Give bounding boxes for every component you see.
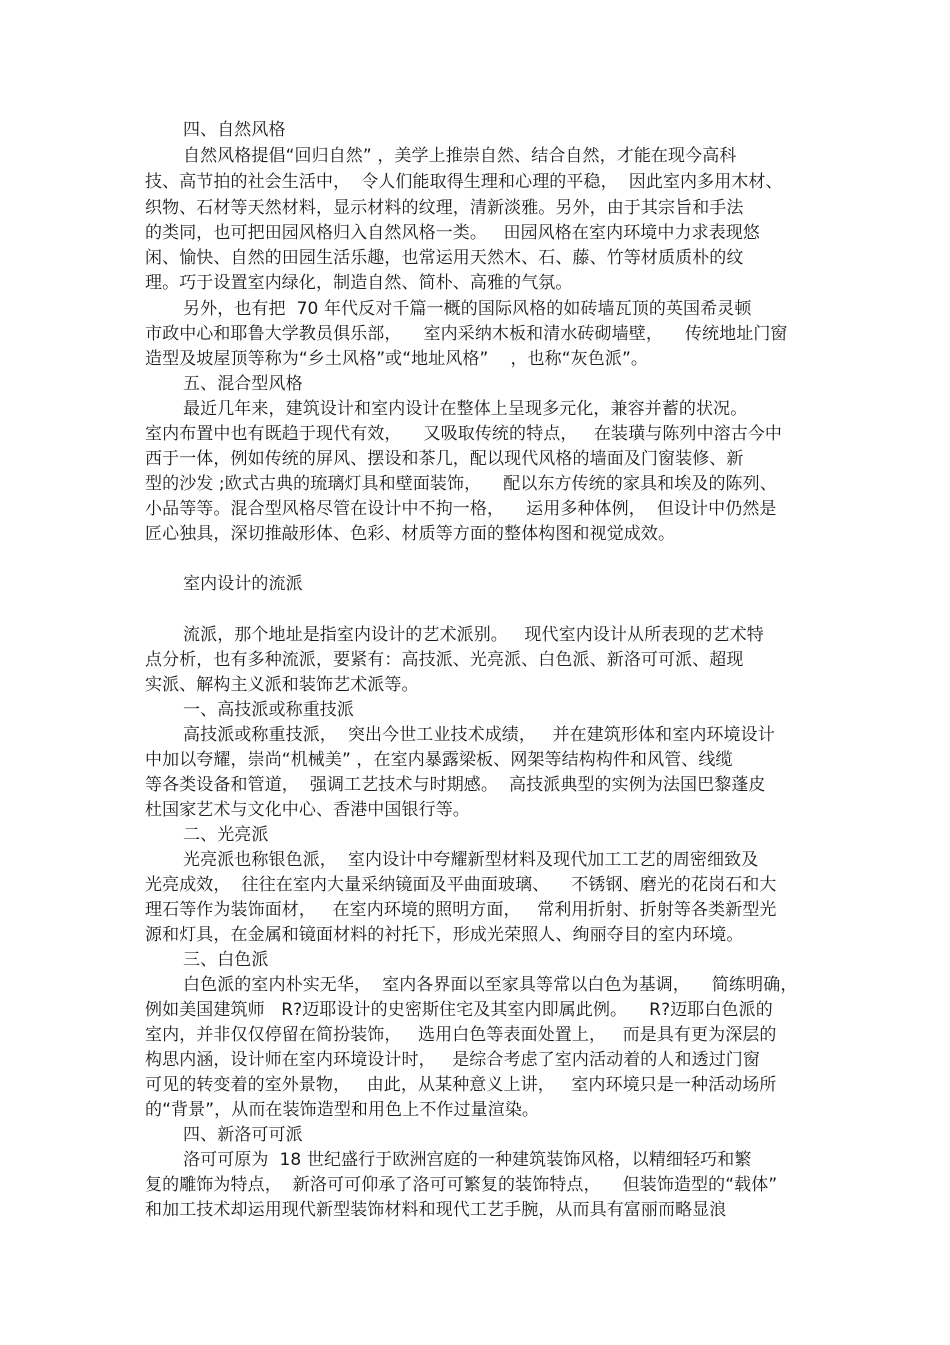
paragraph-line: 自然风格提倡“回归自然” ，美学上推崇自然、结合自然，才能在现今高科 bbox=[183, 146, 737, 166]
paragraph-line: 西于一体，例如传统的屏风、摆设和茶几，配以现代风格的墙面及门窗装修、新 bbox=[145, 449, 744, 469]
paragraph-line: 型的沙发 ;欧式古典的琉璃灯具和壁面装饰， 配以东方传统的家具和埃及的陈列、 bbox=[145, 474, 777, 494]
heading-mixed-style: 五、混合型风格 bbox=[183, 374, 303, 394]
paragraph-line: 室内布置中也有既趋于现代有效， 又吸取传统的特点， 在装璜与陈列中溶古今中 bbox=[145, 424, 783, 444]
paragraph-line: 造型及坡屋顶等称为“乡土风格”或“地址风格” ，也称“灰色派”。 bbox=[145, 349, 648, 369]
paragraph-line: 室内，并非仅仅停留在简扮装饰， 选用白色等表面处置上， 而是具有更为深层的 bbox=[145, 1025, 777, 1045]
paragraph-line: 杜国家艺术与文化中心、香港中国银行等。 bbox=[145, 800, 470, 820]
paragraph-line: 点分析，也有多种流派，要紧有：高技派、光亮派、白色派、新洛可可派、超现 bbox=[145, 650, 744, 670]
paragraph-line: 流派，那个地址是指室内设计的艺术派别。 现代室内设计从所表现的艺术特 bbox=[183, 625, 764, 645]
paragraph-line: 复的雕饰为特点， 新洛可可仰承了洛可可繁复的装饰特点， 但装饰造型的“载体” bbox=[145, 1175, 778, 1195]
paragraph-line: 市政中心和耶鲁大学教员俱乐部， 室内采纳木板和清水砖砌墙壁， 传统地址门窗 bbox=[145, 324, 788, 344]
paragraph-line: 可见的转变着的室外景物， 由此，从某种意义上讲， 室内环境只是一种活动场所 bbox=[145, 1075, 777, 1095]
paragraph-line: 和加工技术却运用现代新型装饰材料和现代工艺手腕，从而具有富丽而略显浪 bbox=[145, 1200, 727, 1220]
section-title-schools: 室内设计的流派 bbox=[183, 574, 303, 594]
paragraph-line: 闲、愉快、自然的田园生活乐趣，也常运用天然木、石、藤、竹等材质质朴的纹 bbox=[145, 248, 744, 268]
paragraph-line: 光亮成效， 往往在室内大量采纳镜面及平曲面玻璃、 不锈钢、磨光的花岗石和大 bbox=[145, 875, 777, 895]
paragraph-line: 白色派的室内朴实无华， 室内各界面以至家具等常以白色为基调， 简练明确， bbox=[183, 975, 798, 995]
paragraph-line: 源和灯具，在金属和镜面材料的衬托下，形成光荣照人、绚丽夺目的室内环境。 bbox=[145, 925, 744, 945]
heading-high-tech: 一、高技派或称重技派 bbox=[183, 700, 354, 720]
paragraph-line: 最近几年来，建筑设计和室内设计在整体上呈现多元化，兼容并蓄的状况。 bbox=[183, 399, 748, 419]
heading-neo-rococo: 四、新洛可可派 bbox=[183, 1125, 303, 1145]
paragraph-line: 实派、解构主义派和装饰艺术派等。 bbox=[145, 675, 419, 695]
paragraph-line: 匠心独具，深切推敲形体、色彩、材质等方面的整体构图和视觉成效。 bbox=[145, 524, 676, 544]
paragraph-line: 例如美国建筑师 R?迈耶设计的史密斯住宅及其室内即属此例。 R?迈耶白色派的 bbox=[145, 1000, 773, 1020]
paragraph-line: 的“背景”，从而在装饰造型和用色上不作过量渲染。 bbox=[145, 1100, 540, 1120]
paragraph-line: 技、高节拍的社会生活中， 令人们能取得生理和心理的平稳， 因此室内多用木材、 bbox=[145, 172, 783, 192]
paragraph-line: 构思内涵，设计师在室内环境设计时， 是综合考虑了室内活动着的人和透过门窗 bbox=[145, 1050, 761, 1070]
paragraph-line: 小品等等。混合型风格尽管在设计中不拘一格， 运用多种体例， 但设计中仍然是 bbox=[145, 499, 777, 519]
paragraph-line: 织物、石材等天然材料，显示材料的纹理，清新淡雅。另外，由于其宗旨和手法 bbox=[145, 198, 744, 218]
heading-glossy: 二、光亮派 bbox=[183, 825, 269, 845]
paragraph-line: 等各类设备和管道， 强调工艺技术与时期感。 高技派典型的实例为法国巴黎蓬皮 bbox=[145, 775, 766, 795]
paragraph-line: 理石等作为装饰面材， 在室内环境的照明方面， 常利用折射、折射等各类新型光 bbox=[145, 900, 777, 920]
paragraph-line: 理。巧于设置室内绿化，制造自然、简朴、高雅的气氛。 bbox=[145, 273, 573, 293]
paragraph-line: 高技派或称重技派， 突出今世工业技术成绩， 并在建筑形体和室内环境设计 bbox=[183, 725, 775, 745]
paragraph-line: 另外，也有把 70 年代反对千篇一概的国际风格的如砖墙瓦顶的英国希灵顿 bbox=[183, 299, 752, 319]
paragraph-line: 中加以夸耀，崇尚“机械美” ，在室内暴露梁板、网架等结构构件和风管、线缆 bbox=[145, 750, 733, 770]
paragraph-line: 洛可可原为 18 世纪盛行于欧洲宫庭的一种建筑装饰风格，以精细轻巧和繁 bbox=[183, 1150, 752, 1170]
heading-white: 三、白色派 bbox=[183, 950, 269, 970]
paragraph-line: 的类同，也可把田园风格归入自然风格一类。 田园风格在室内环境中力求表现悠 bbox=[145, 223, 761, 243]
heading-natural-style: 四、自然风格 bbox=[183, 120, 286, 140]
paragraph-line: 光亮派也称银色派， 室内设计中夸耀新型材料及现代加工工艺的周密细致及 bbox=[183, 850, 759, 870]
